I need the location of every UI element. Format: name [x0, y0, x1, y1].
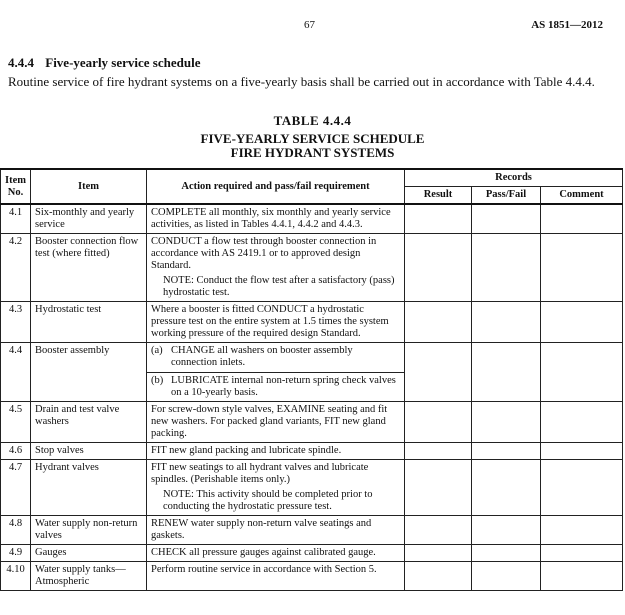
- row-item-no: 4.9: [1, 545, 31, 562]
- table-row: [1, 234, 623, 302]
- row-pass-fail-cell: [472, 402, 541, 443]
- row-action: Perform routine service in accordance with Section 5.: [147, 562, 405, 591]
- table-row: [1, 402, 623, 443]
- subitem-b-label: (b): [151, 375, 164, 386]
- row-pass-fail-cell: [472, 302, 541, 343]
- section-title: Five-yearly service schedule: [45, 55, 201, 70]
- row-pass-fail-cell: [472, 562, 541, 591]
- table-caption-line-2: FIRE HYDRANT SYSTEMS: [230, 145, 395, 160]
- row-subitem-a: [151, 345, 400, 369]
- row-item-no: 4.7: [1, 460, 31, 516]
- table-label: TABLE 4.4.4: [273, 113, 352, 128]
- row-action: CHECK all pressure gauges against calibrated gauge.: [147, 545, 405, 562]
- header-row: [1, 169, 623, 187]
- row-comment-cell: [541, 402, 623, 443]
- row-item: Hydrostatic test: [31, 302, 147, 343]
- row-item: Six-monthly and yearly service: [31, 204, 147, 234]
- row-result-cell: [405, 562, 472, 591]
- row-item: Stop valves: [31, 443, 147, 460]
- subitem-a-label: (a): [151, 345, 163, 356]
- row-comment-cell: [541, 545, 623, 562]
- row-result-cell: [405, 460, 472, 516]
- row-comment-cell: [541, 562, 623, 591]
- row-item-no: 4.5: [1, 402, 31, 443]
- row-result-cell: [405, 302, 472, 343]
- standard-id: AS 1851—2012: [531, 19, 603, 31]
- row-pass-fail-cell: [472, 545, 541, 562]
- table-row: [1, 516, 623, 545]
- header-comment: Comment: [541, 187, 623, 205]
- row-result-cell: [405, 343, 472, 402]
- row-pass-fail-cell: [472, 234, 541, 302]
- row-action: [147, 234, 405, 302]
- row-pass-fail-cell: [472, 204, 541, 234]
- table-row: [1, 343, 623, 402]
- row-result-cell: [405, 234, 472, 302]
- row-item: Drain and test valve washers: [31, 402, 147, 443]
- row-result-cell: [405, 443, 472, 460]
- row-item: Water supply tanks—Atmospheric: [31, 562, 147, 591]
- row-comment-cell: [541, 443, 623, 460]
- row-item-no: 4.10: [1, 562, 31, 591]
- row-item: Hydrant valves: [31, 460, 147, 516]
- section-number: 4.4.4: [8, 55, 34, 70]
- table-row: [1, 460, 623, 516]
- table-caption-line-1: FIVE-YEARLY SERVICE SCHEDULE: [200, 131, 425, 146]
- row-pass-fail-cell: [472, 516, 541, 545]
- table-caption: [0, 132, 625, 160]
- table-row: [1, 545, 623, 562]
- row-action: COMPLETE all monthly, six monthly and yearly service activities, as listed in Tables 4.4.1, 4.4.2 and 4.4.3.: [147, 204, 405, 234]
- row-action-text: FIT new seatings to all hydrant valves and lubricate spindles. (Perishable items only.): [151, 462, 369, 485]
- row-pass-fail-cell: [472, 460, 541, 516]
- row-result-cell: [405, 402, 472, 443]
- subitem-a-text: CHANGE all washers on booster assembly connection inlets.: [171, 345, 353, 368]
- row-comment-cell: [541, 460, 623, 516]
- page-number: 67: [304, 19, 315, 31]
- section-heading: [8, 55, 200, 71]
- row-note: NOTE: Conduct the flow test after a satisfactory (pass) hydrostatic test.: [163, 275, 395, 298]
- header-item: Item: [31, 169, 147, 204]
- row-item: Water supply non-return valves: [31, 516, 147, 545]
- row-item-no: 4.6: [1, 443, 31, 460]
- row-item-no: 4.8: [1, 516, 31, 545]
- row-pass-fail-cell: [472, 443, 541, 460]
- row-comment-cell: [541, 302, 623, 343]
- table-row: [1, 443, 623, 460]
- row-item-no: 4.1: [1, 204, 31, 234]
- header-result: Result: [405, 187, 472, 205]
- row-action: [147, 460, 405, 516]
- row-action-text: CONDUCT a flow test through booster connection in accordance with AS 2419.1 or to approved design Standard.: [151, 236, 377, 271]
- row-action: Where a booster is fitted CONDUCT a hydrostatic pressure test on the entire system at 1.5 times the system working pressure of the required design Standard.: [147, 302, 405, 343]
- header-pass-fail: Pass/Fail: [472, 187, 541, 205]
- row-item-no: 4.3: [1, 302, 31, 343]
- header-records: Records: [405, 169, 623, 187]
- row-comment-cell: [541, 516, 623, 545]
- row-action: [147, 343, 405, 402]
- row-item: Gauges: [31, 545, 147, 562]
- row-result-cell: [405, 204, 472, 234]
- row-item-no: 4.4: [1, 343, 31, 402]
- row-action: RENEW water supply non-return valve seatings and gaskets.: [147, 516, 405, 545]
- row-item: Booster connection flow test (where fitted): [31, 234, 147, 302]
- row-action: For screw-down style valves, EXAMINE seating and fit new washers. For packed gland variants, FIT new gland packing.: [147, 402, 405, 443]
- row-comment-cell: [541, 204, 623, 234]
- row-result-cell: [405, 545, 472, 562]
- row-item-no: 4.2: [1, 234, 31, 302]
- header-action: Action required and pass/fail requirement: [147, 169, 405, 204]
- subitem-b-text: LUBRICATE internal non-return spring check valves on a 10-yearly basis.: [171, 375, 396, 398]
- row-subitem-b: [147, 372, 404, 399]
- row-comment-cell: [541, 343, 623, 402]
- table-row: [1, 302, 623, 343]
- row-pass-fail-cell: [472, 343, 541, 402]
- table-row: [1, 562, 623, 591]
- row-note: NOTE: This activity should be completed prior to conducting the hydrostatic pressure test.: [163, 489, 373, 512]
- service-schedule-table: [0, 168, 623, 591]
- row-action: FIT new gland packing and lubricate spindle.: [147, 443, 405, 460]
- row-item: Booster assembly: [31, 343, 147, 402]
- row-comment-cell: [541, 234, 623, 302]
- section-intro: Routine service of fire hydrant systems on a five-yearly basis shall be carried out in accordance with Table 4.4.4.: [8, 74, 595, 89]
- header-item-no: Item No.: [1, 169, 31, 204]
- table-row: [1, 204, 623, 234]
- row-result-cell: [405, 516, 472, 545]
